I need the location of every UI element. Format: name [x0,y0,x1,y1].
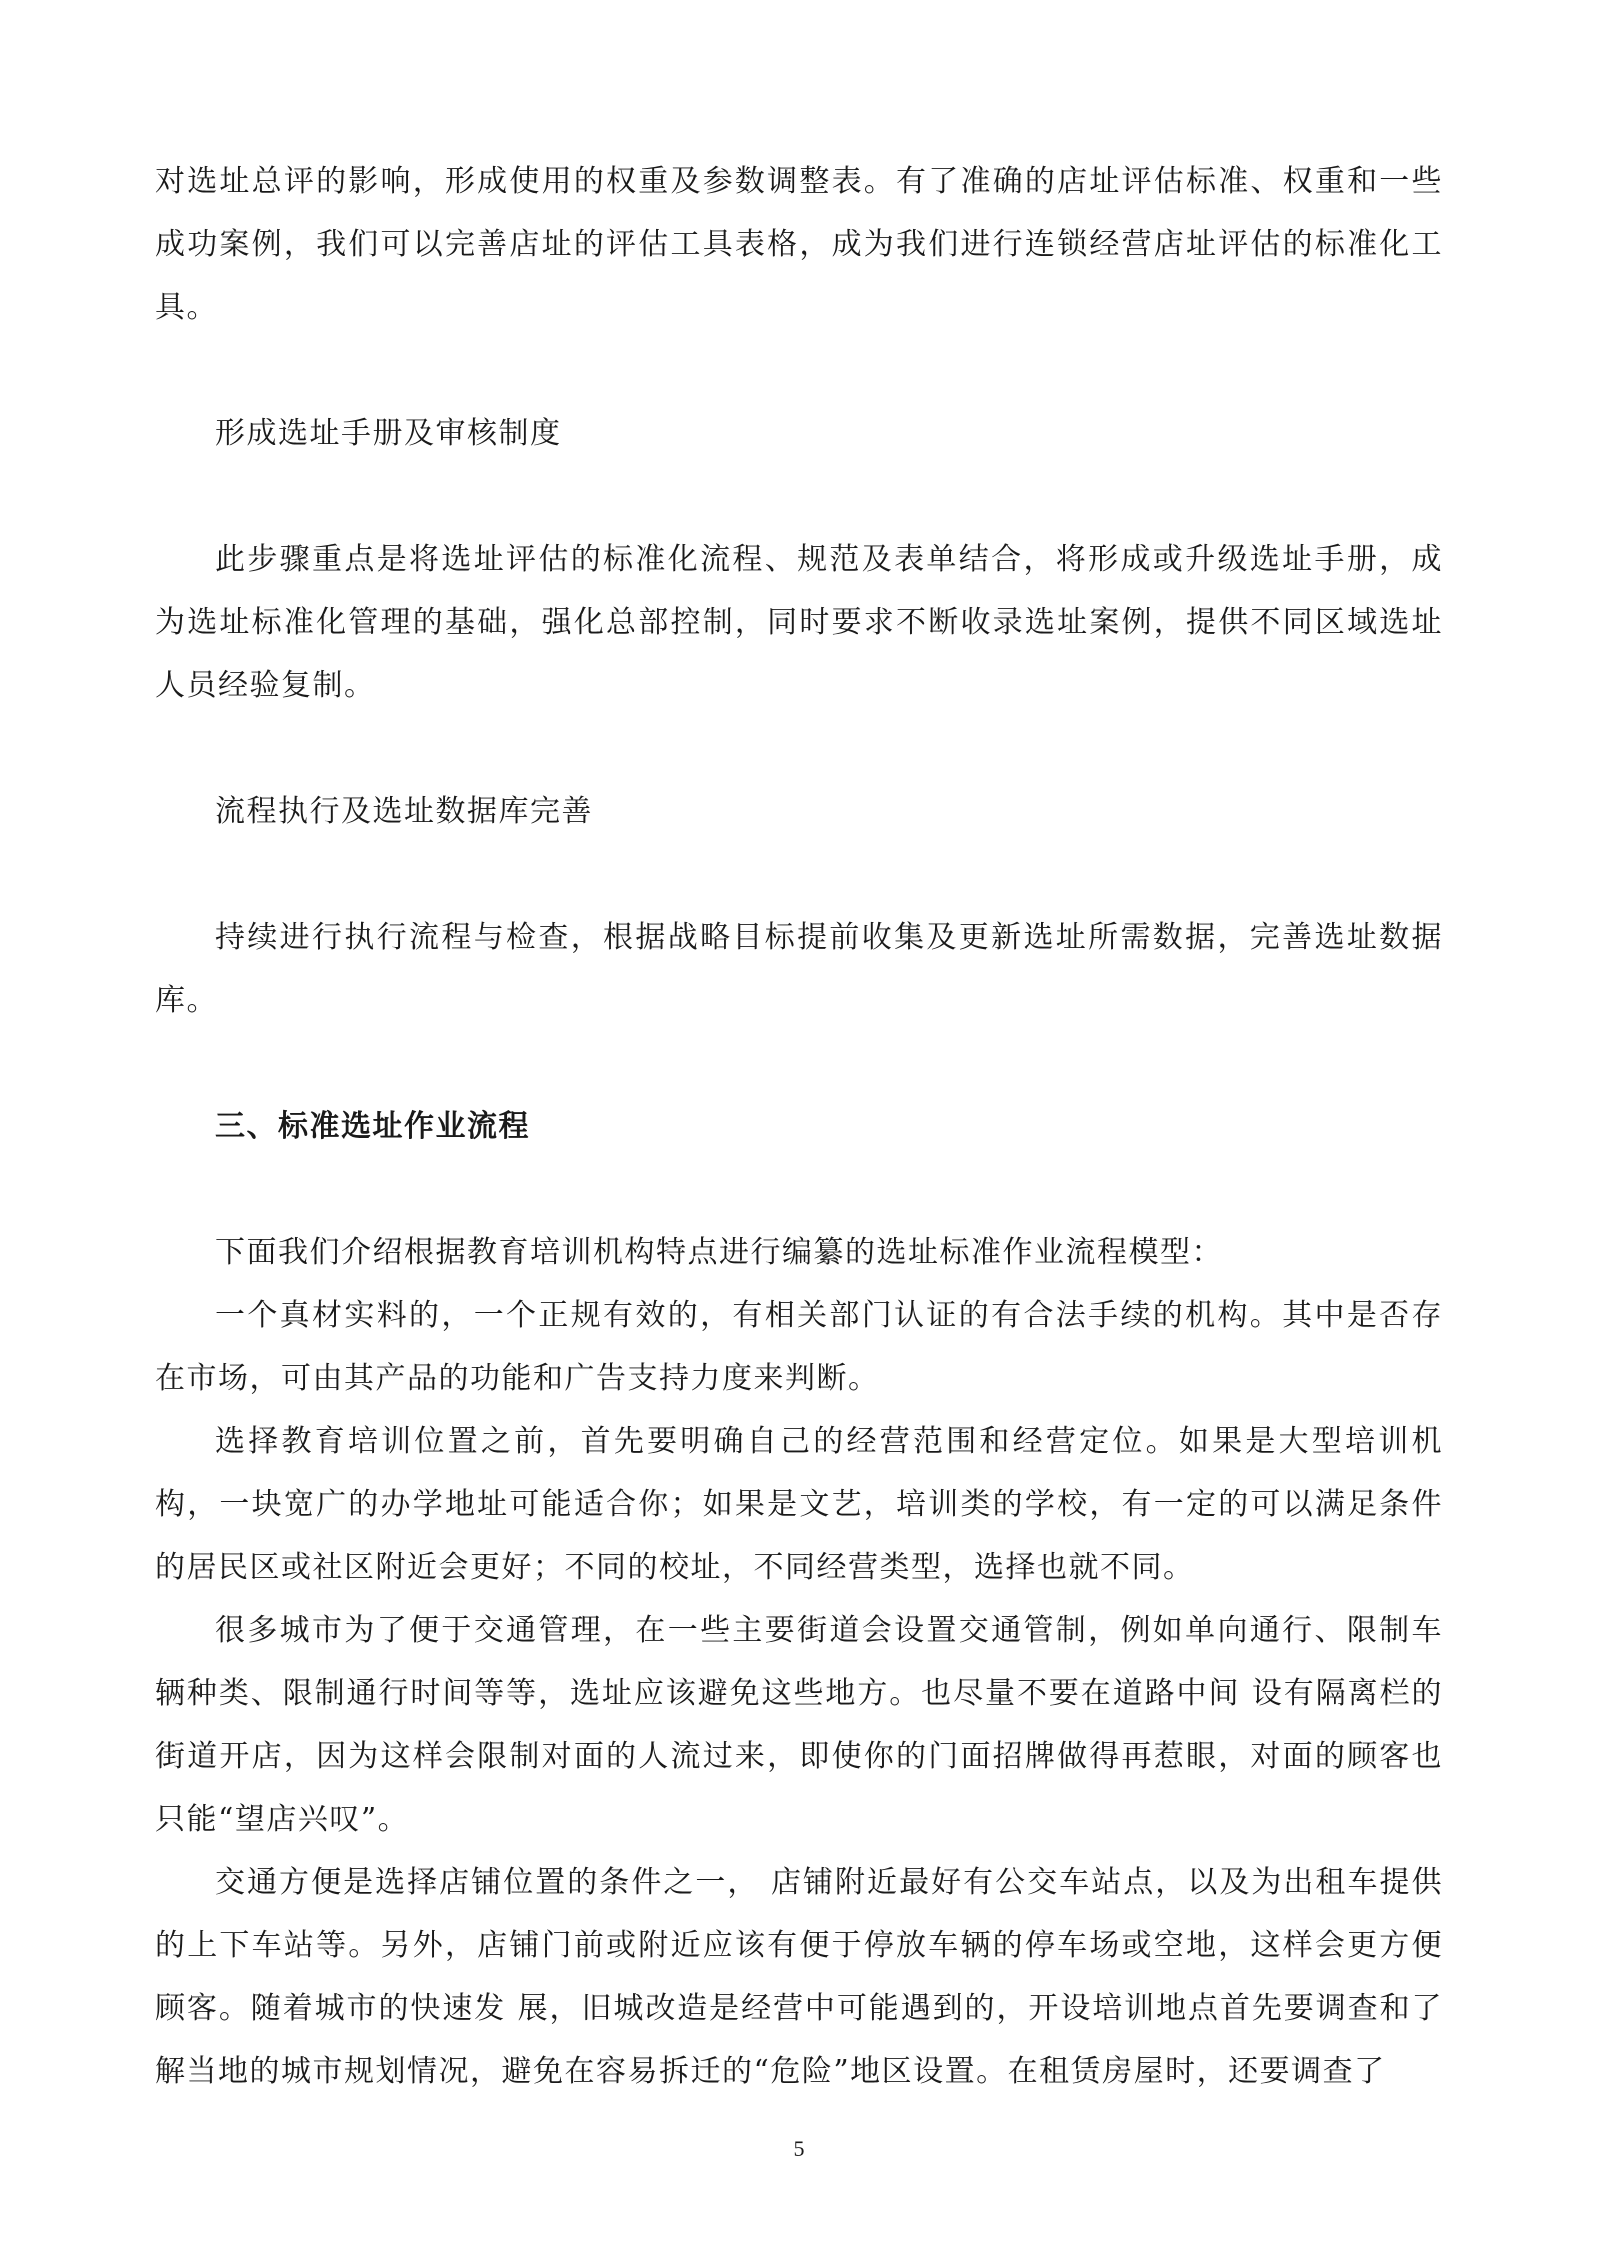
paragraph-institution: 一个真材实料的，一个正规有效的，有相关部门认证的有合法手续的机构。其中是否存在市场，可由其产品的功能和广告支持力度来判断。 [155,1298,1443,1396]
paragraph-manual: 此步骤重点是将选址评估的标准化流程、规范及表单结合，将形成或升级选址手册，成为选址标准化管理的基础，强化总部控制，同时要求不断收录选址案例，提供不同区域选址人员经验复制。 [155,542,1443,703]
paragraph-transport: 交通方便是选择店铺位置的条件之一， 店铺附近最好有公交车站点，以及为出租车提供的上下车站等。另外，店铺门前或附近应该有便于停放车辆的停车场或空地，这样会更方便顾客。随着城市的快速发 展，旧城改造是经营中可能遇到的，开设培训地点首先要调查和了解当地的城市规划情况，避免在容易拆迁的“危险”地区设置。在租赁房屋时，还要调查了 [155,1865,1443,2089]
paragraph-positioning: 选择教育培训位置之前，首先要明确自己的经营范围和经营定位。如果是大型培训机构，一块宽广的办学地址可能适合你；如果是文艺，培训类的学校，有一定的可以满足条件的居民区或社区附近会更好；不同的校址，不同经营类型，选择也就不同。 [155,1424,1443,1585]
paragraph-database: 持续进行执行流程与检查，根据战略目标提前收集及更新选址所需数据，完善选址数据库。 [155,920,1443,1018]
section-title: 三、标准选址作业流程 [215,1109,530,1144]
subheading-manual: 形成选址手册及审核制度 [215,416,562,451]
subheading-database: 流程执行及选址数据库完善 [215,794,593,829]
page-number: 5 [793,2136,805,2161]
paragraph-intro: 下面我们介绍根据教育培训机构特点进行编纂的选址标准作业流程模型： [215,1235,1223,1270]
paragraph-traffic-control: 很多城市为了便于交通管理，在一些主要街道会设置交通管制，例如单向通行、限制车辆种类、限制通行时间等等，选址应该避免这些地方。也尽量不要在道路中间 设有隔离栏的街道开店，因为这样会限制对面的人流过来，即使你的门面招牌做得再惹眼，对面的顾客也只能“望店兴叹”。 [155,1613,1443,1837]
paragraph-weights: 对选址总评的影响，形成使用的权重及参数调整表。有了准确的店址评估标准、权重和一些成功案例，我们可以完善店址的评估工具表格，成为我们进行连锁经营店址评估的标准化工具。 [155,164,1443,325]
